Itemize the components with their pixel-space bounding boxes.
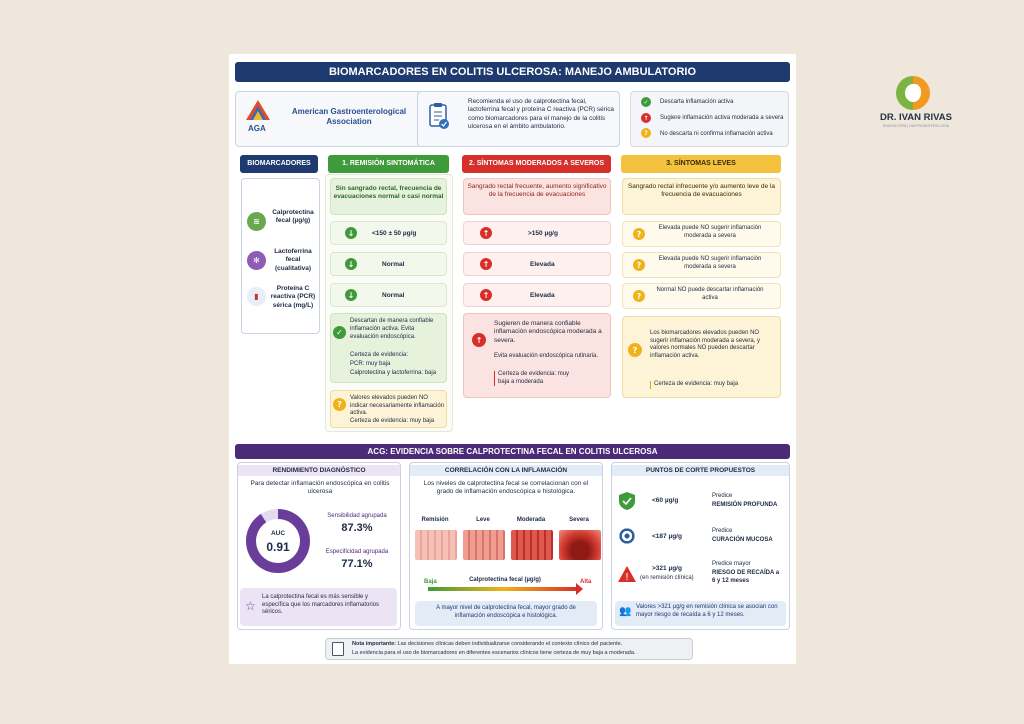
stage-label-2: Leve <box>476 517 490 523</box>
auc-value: 0.91 <box>266 540 290 554</box>
auc-label: AUC <box>270 530 286 537</box>
check-icon: ✓ <box>333 326 346 339</box>
cutoff-3-sub: (en remisión clínica) <box>640 575 694 581</box>
arrow-down-icon: ↓ <box>345 227 357 239</box>
col1-warn-cert: Certeza de evidencia: muy baja <box>350 418 435 424</box>
aga-name: American Gastroenterological Association <box>291 107 407 127</box>
col3-header: 3. SÍNTOMAS LEVES <box>621 155 781 173</box>
footer-line-1 <box>352 641 688 648</box>
mucosa-severe-image <box>559 530 601 560</box>
question-icon: ? <box>633 290 645 302</box>
question-icon: ? <box>633 259 645 271</box>
footer-text: Las decisiones clínicas deben individualizarse considerando el contexto clínico del paciente. <box>397 641 623 647</box>
cutoff-2-val: <187 µg/g <box>652 533 682 540</box>
arrow-up-icon: ↑ <box>480 227 492 239</box>
legend-item-2: Sugiere inflamación activa moderada a severa <box>660 115 784 121</box>
sens-label: Sensibilidad agrupada <box>327 513 387 519</box>
stage-label-3: Moderada <box>516 517 546 523</box>
p2-desc: Los niveles de calprotectina fecal se correlacionan con el grado de inflamación endoscópica e histológica. <box>423 480 589 496</box>
col1-concl: Descartan de manera confiable inflamación activa. Evita evaluación endoscópica. <box>350 318 434 340</box>
biomarkers-header: BIOMARCADORES <box>240 155 318 173</box>
question-icon: ? <box>633 228 645 240</box>
clipboard-icon <box>428 102 450 130</box>
acg-header: ACG: EVIDENCIA SOBRE CALPROTECTINA FECAL EN COLITIS ULCEROSA <box>235 444 790 459</box>
biomarker-crp: Proteína C reactiva (PCR) sérica (mg/L) <box>270 285 316 309</box>
aga-logo-icon <box>246 100 270 122</box>
people-icon: 👥 <box>619 606 632 617</box>
gradient-arrow <box>428 587 578 591</box>
molecule-icon: ✻ <box>247 251 266 270</box>
col2-val-3: Elevada <box>530 292 555 299</box>
p2-note: A mayor nivel de calprotectina fecal, mayor grado de inflamación endoscópica e histológica. <box>415 601 597 626</box>
arrow-down-icon: ↓ <box>345 258 357 270</box>
col2-header: 2. SÍNTOMAS MODERADOS A SEVEROS <box>462 155 611 173</box>
col1-cert-title: Certeza de evidencia: <box>350 352 409 358</box>
col1-cert-2: Calprotectina y lactoferrina: baja <box>350 370 437 376</box>
cutoff-3-val: >321 µg/g <box>652 565 682 572</box>
brand-name: DR. IVAN RIVAS <box>880 112 952 123</box>
col1-val-2: Normal <box>382 261 405 268</box>
star-icon: ☆ <box>245 599 256 613</box>
col1-desc: Sin sangrado rectal, frecuencia de evacuaciones normal o casi normal <box>330 178 447 215</box>
stage-label-4: Severa <box>569 517 589 523</box>
biomarker-lactoferrin: Lactoferrina fecal (cualitativa) <box>274 248 312 272</box>
question-icon: ? <box>333 398 346 411</box>
intestine-icon: ≋ <box>247 212 266 231</box>
check-icon: ✓ <box>641 97 651 107</box>
svg-text:!: ! <box>624 572 630 583</box>
brand-logo <box>896 76 930 110</box>
col2-val-1: >150 µg/g <box>528 230 558 237</box>
col2-desc: Sangrado rectal frecuente, aumento significativo de la frecuencia de evacuaciones <box>463 178 611 215</box>
col1-warn: Valores elevados pueden NO indicar necesariamente inflamación activa. <box>350 395 445 416</box>
p2-high: Alta <box>580 579 592 585</box>
cutoff-3-res: RIESGO DE RECAÍDA a 6 y 12 meses <box>712 570 780 584</box>
document-icon <box>332 642 344 656</box>
p2-title: CORRELACIÓN CON LA INFLAMACIÓN <box>410 465 602 476</box>
cutoff-2-res: CURACIÓN MUCOSA <box>712 537 773 543</box>
cutoff-3-pred: Predice mayor <box>712 561 751 567</box>
cutoff-2-pred: Predice <box>712 528 733 534</box>
arrow-down-icon: ↓ <box>345 289 357 301</box>
p2-axis-label: Calprotectina fecal (µg/g) <box>469 577 541 583</box>
col3-desc: Sangrado rectal infrecuente y/o aumento leve de la frecuencia de evacuaciones <box>622 178 781 215</box>
mucosa-remission-image <box>415 530 457 560</box>
p1-desc: Para detectar inflamación endoscópica en colitis ulcerosa <box>250 480 390 496</box>
footer-line-2: La evidencia para el uso de biomarcadores en diferentes escenarios clínicos tiene certeza de muy baja a moderada. <box>352 650 636 656</box>
page-title: BIOMARCADORES EN COLITIS ULCEROSA: MANEJO AMBULATORIO <box>235 62 790 82</box>
cutoff-1-pred: Predice <box>712 493 733 499</box>
mucosa-mild-image <box>463 530 505 560</box>
col1-cert-1: PCR: muy baja <box>350 361 391 367</box>
aga-logo-text: AGA <box>248 124 266 133</box>
spec-value: 77.1% <box>341 558 373 570</box>
p1-note: La calprotectina fecal es más sensible y específica que los marcadores inflamatorios séricos. <box>262 594 380 615</box>
question-icon: ? <box>628 343 642 357</box>
p2-low: Baja <box>424 579 437 585</box>
col2-concl: Sugieren de manera confiable inflamación endoscópica moderada a severa. <box>494 320 602 344</box>
cutoff-1-res: REMISIÓN PROFUNDA <box>712 502 778 508</box>
col1-header: 1. REMISIÓN SINTOMÁTICA <box>328 155 449 173</box>
stomach-icon <box>905 84 921 102</box>
footer-label: Nota importante: <box>352 641 396 647</box>
legend-item-1: Descarta inflamación activa <box>660 99 734 105</box>
arrow-up-icon: ↑ <box>480 289 492 301</box>
p1-title: RENDIMIENTO DIAGNÓSTICO <box>238 465 400 476</box>
arrow-up-icon: ↑ <box>641 113 651 123</box>
col2-val-2: Elevada <box>530 261 555 268</box>
col3-val-3: Normal NO puede descartar inflamación activa <box>656 287 764 301</box>
col2-concl2: Evita evaluación endoscópica rutinaria. <box>494 353 599 359</box>
brand-tagline: ENDOSCOPIA | GASTROENTEROLOGÍA <box>882 124 950 128</box>
arrow-up-icon: ↑ <box>480 258 492 270</box>
cutoff-1-val: <60 µg/g <box>652 497 679 504</box>
target-icon <box>618 527 636 545</box>
col3-cert: Certeza de evidencia: muy baja <box>650 381 738 389</box>
arrow-up-icon: ↑ <box>472 333 486 347</box>
warning-icon <box>617 565 637 588</box>
col2-cert: Certeza de evidencia: muy baja a moderada <box>494 371 574 386</box>
col3-concl: Los biomarcadores elevados pueden NO sugerir inflamación moderada a severa, y valores normales NO pueden descartar inflamación activa. <box>650 330 761 359</box>
col3-val-1: Elevada puede NO sugerir inflamación moderada a severa <box>658 225 762 239</box>
col1-val-1: <150 ± 50 µg/g <box>372 230 417 237</box>
recommendation-text: Recomienda el uso de calprotectina fecal, lactoferrina fecal y proteína C reactiva (PCR) sérica como biomarcadores para el manejo de la colitis ulcerosa en el ámbito ambulatorio. <box>468 98 614 130</box>
question-icon: ? <box>641 128 651 138</box>
sens-value: 87.3% <box>341 522 373 534</box>
biomarker-calprotectin: Calprotectina fecal (µg/g) <box>272 209 314 225</box>
p3-title: PUNTOS DE CORTE PROPUESTOS <box>612 465 789 476</box>
mucosa-moderate-image <box>511 530 553 560</box>
legend-item-3: No descarta ni confirma inflamación activa <box>660 131 773 137</box>
stage-label-1: Remisión <box>421 517 449 523</box>
col3-val-2: Elevada puede NO sugerir inflamación moderada a severa <box>658 256 762 270</box>
blood-tube-icon: ▮ <box>247 287 266 306</box>
spec-label: Especificidad agrupada <box>325 549 389 555</box>
shield-check-icon <box>618 491 636 516</box>
p3-note: Valores >321 µg/g en remisión clínica se asocian con mayor riesgo de recaída a 6 y 12 meses. <box>636 604 778 618</box>
col1-val-3: Normal <box>382 292 405 299</box>
